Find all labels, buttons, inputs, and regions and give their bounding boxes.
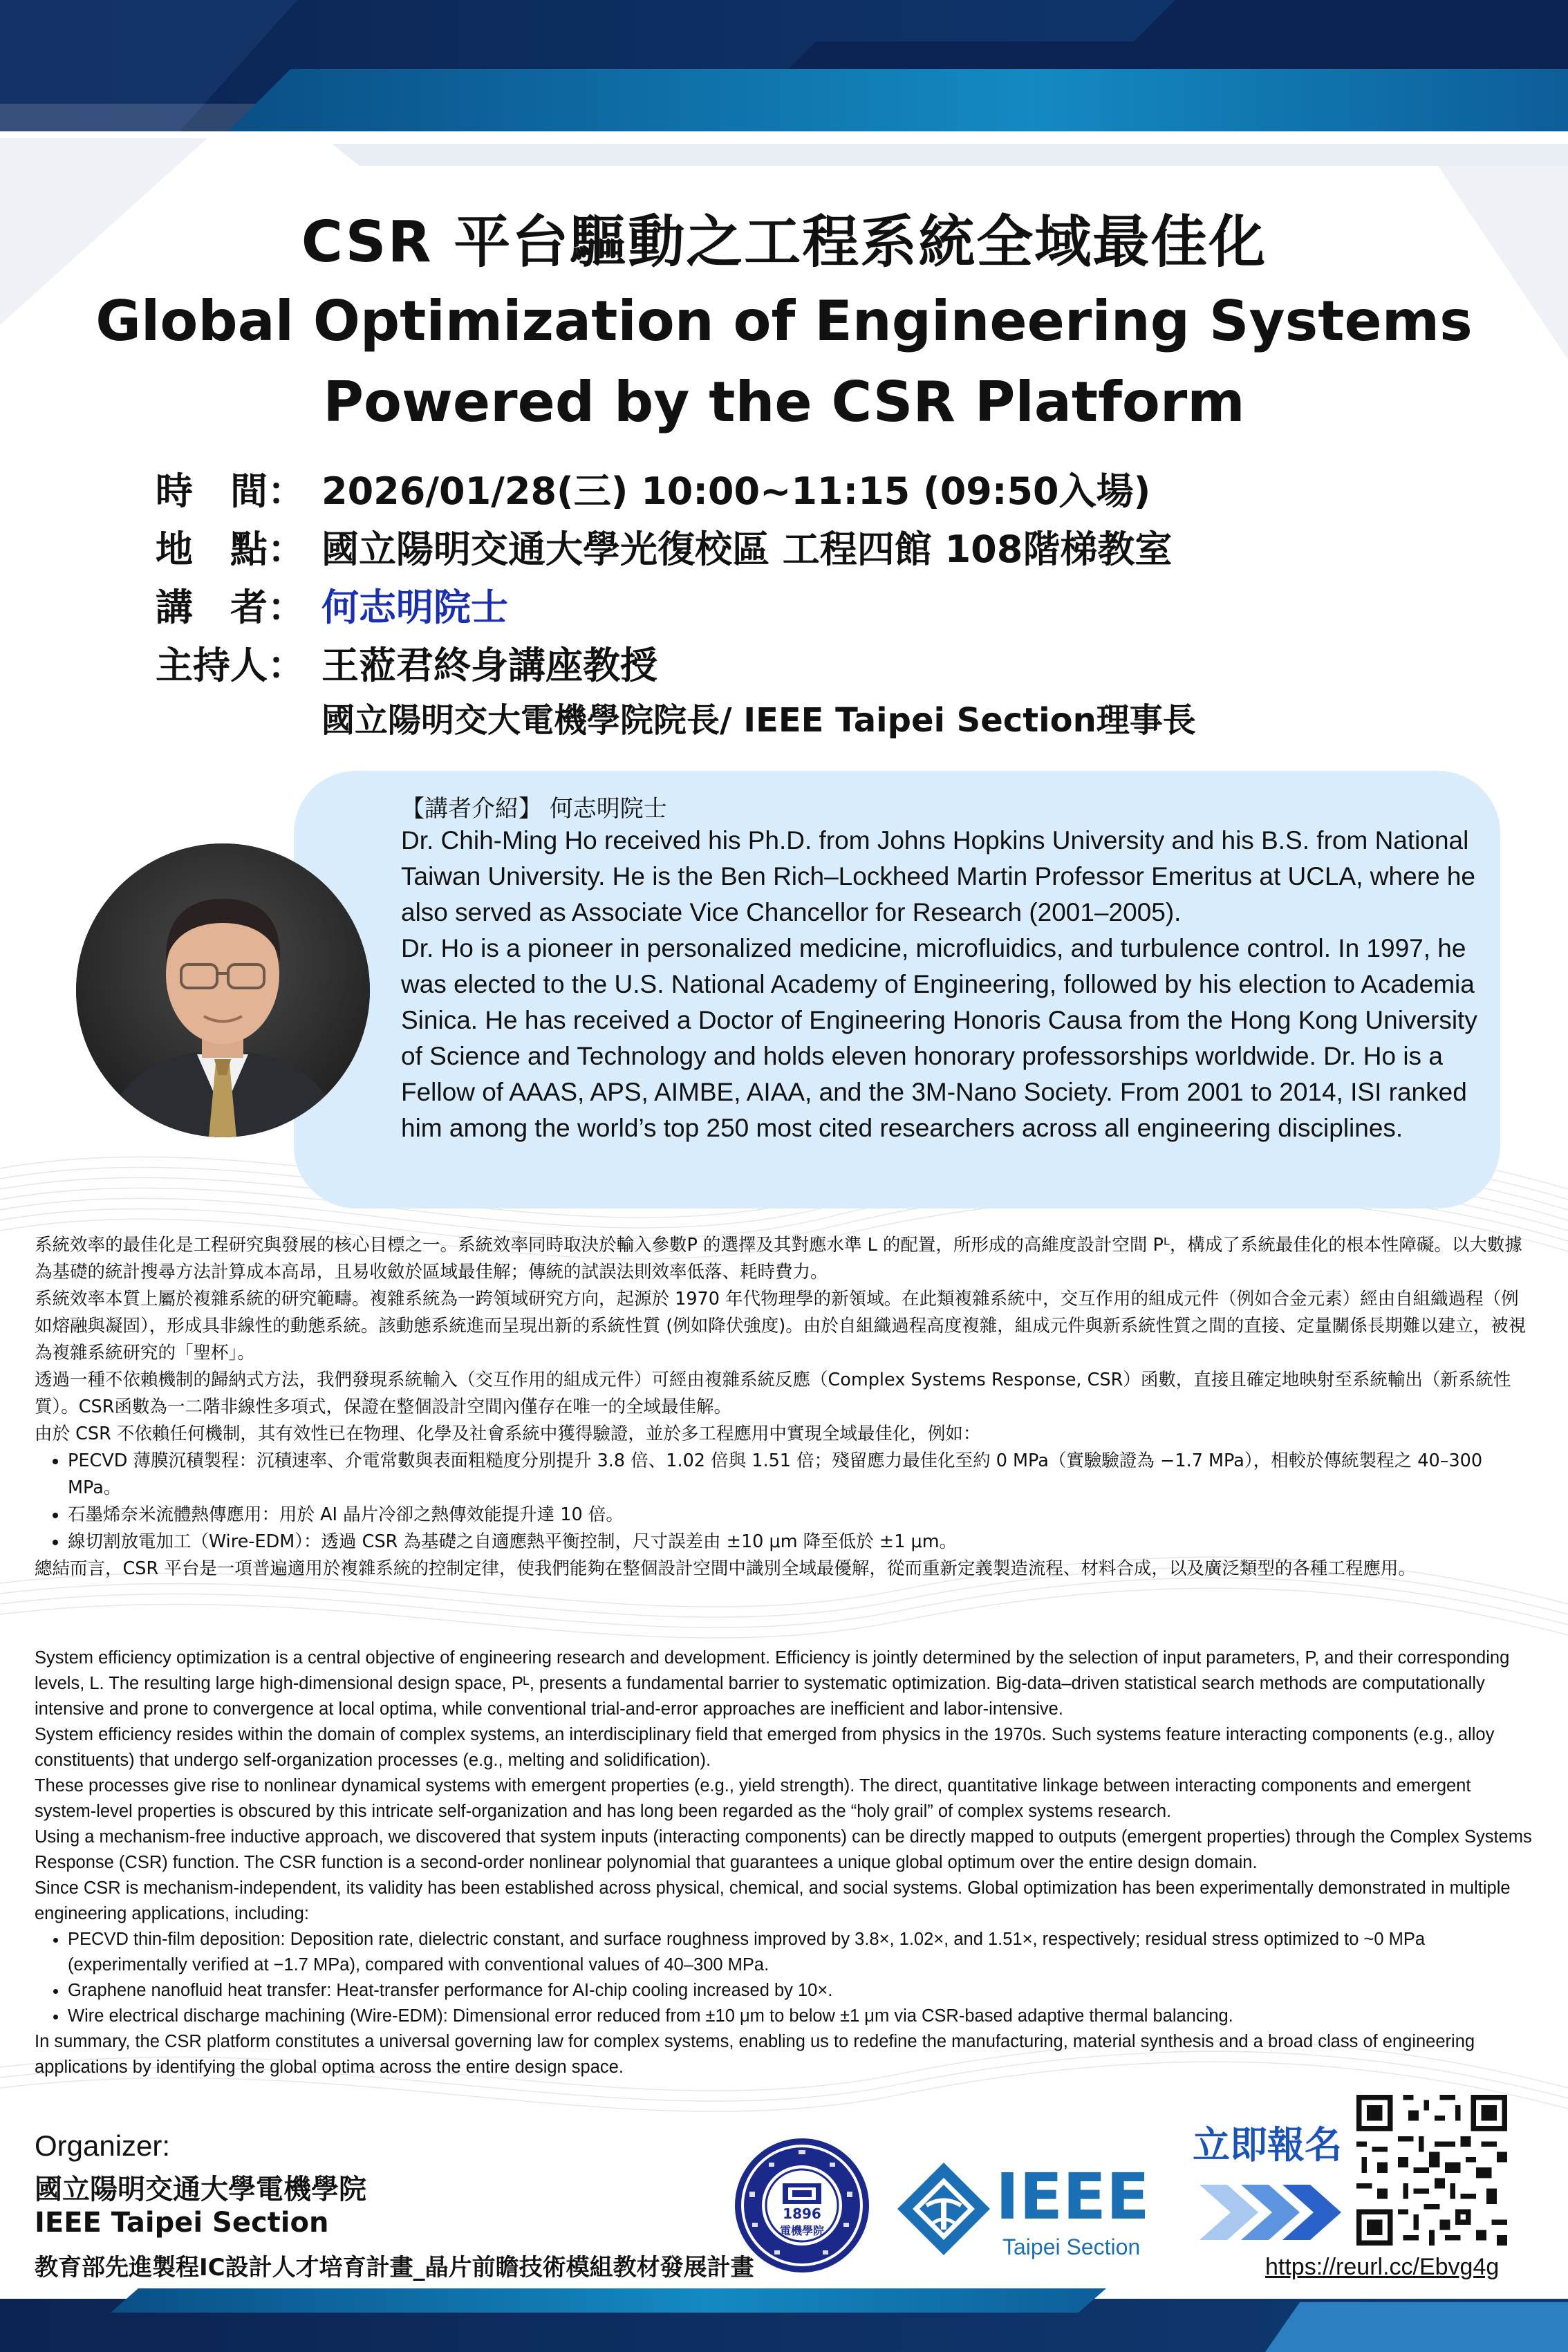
seal-year: 1896 [783, 2205, 821, 2222]
host-title: 國立陽明交大電機學院院長/ IEEE Taipei Section理事長 [321, 701, 1196, 740]
abstract-zh-paragraph: 系統效率本質上屬於複雜系統的研究範疇。複雜系統為一跨領域研究方向，起源於 1970 年代物理學的新領域。在此類複雜系統中，交互作用的組成元件（例如合金元素）經由自組織過程（例如熔融與凝固），形成具非線性的動態系統。該動態系統進而呈現出新的系統性質 (例如降伏強度)。由於自組織過程高度複雜，組成元件與新系統性質之間的直接、定量關係長期難以建立，被視為複雜系統研究的「聖杯」。 [35, 1289, 1527, 1363]
host-label: 主持人： [156, 644, 305, 687]
abstract-en-list [35, 1927, 1535, 2029]
time-label: 時 間： [156, 469, 305, 513]
seal-center-text: 電機學院 [779, 2224, 824, 2237]
abstract-en-paragraph: Using a mechanism-free inductive approach, we discovered that system inputs (interacting components) can be directly mapped to outputs (emergent properties) through the Complex Systems Response (CSR) function. The CSR function is a second-order nonlinear polynomial that guarantees a unique global optimum over the entire design domain. [35, 1827, 1532, 1872]
place-label: 地 點： [156, 528, 305, 571]
organizer-nycu: 國立陽明交通大學電機學院 [35, 2174, 366, 2205]
title-chinese: CSR 平台驅動之工程系統全域最佳化 [301, 209, 1267, 275]
speaker-label: 講 者： [156, 586, 305, 629]
bio-paragraph: Dr. Chih-Ming Ho received his Ph.D. from Johns Hopkins University and his B.S. from National Taiwan University. He is the Ben Rich–Lockheed Martin Professor Emeritus at UCLA, where he also served as Associate Vice Chancellor for Research (2001–2005). [401, 826, 1475, 926]
organizer-ieee: IEEE Taipei Section [35, 2207, 329, 2239]
qr-code-icon [1356, 2095, 1507, 2246]
list-item: • PECVD 薄膜沉積製程：沉積速率、介電常數與表面粗糙度分別提升 3.8 倍、1.02 倍與 1.51 倍；殘留應力最佳化至約 0 MPa（實驗驗證為 −1.7 MPa），相較於傳統製程之 40–300 MPa。 [68, 1448, 1535, 1502]
time-value: 2026/01/28(三) 10:00~11:15 (09:50入場) [321, 469, 1151, 513]
registration-qr-code[interactable] [1356, 2095, 1507, 2246]
abstract-en-paragraph: In summary, the CSR platform constitutes a universal governing law for complex systems, enabling us to redefine the manufacturing, material synthesis and a broad class of engineering applications by identifying the global optima across the entire design space. [35, 2032, 1475, 2077]
ieee-section-name: Taipei Section [1002, 2234, 1141, 2259]
abstract-en-paragraph: These processes give rise to nonlinear dynamical systems with emergent properties (e.g., yield strength). The direct, quantitative linkage between interacting components and emergent system-level properties is obscured by this intricate self-organization and has long been regarded as the “holy grail” of complex systems research. [35, 1776, 1471, 1821]
list-item: • Wire electrical discharge machining (Wire-EDM): Dimensional error reduced from ±10 μm to below ±1 μm via CSR-based adaptive thermal balancing. [68, 2004, 1535, 2029]
abstract-en-paragraph: Since CSR is mechanism-independent, its validity has been established across physical, chemical, and social systems. Global optimization has been experimentally demonstrated in multiple engineering applications, including: [35, 1878, 1511, 1923]
organizer-label: Organizer: [35, 2129, 171, 2162]
ieee-taipei-logo [892, 2157, 1168, 2261]
abstract-zh-paragraph: 由於 CSR 不依賴任何機制，其有效性已在物理、化學及社會系統中獲得驗證，並於多工程應用中實現全域最佳化，例如： [35, 1424, 981, 1444]
arrows-right-icon [1200, 2178, 1359, 2247]
abstract-en-paragraph: System efficiency optimization is a central objective of engineering research and development. Efficiency is jointly determined by the selection of input parameters, P, and their corresponding levels, L. The resulting large high-dimensional design space, Pᴸ, presents a fundamental barrier to systematic optimization. Big-data–driven statistical search methods are computationally intensive and prone to convergence at local optima, while conventional trial-and-error approaches are inefficient and labor-intensive. [35, 1648, 1510, 1719]
ieee-diamond-icon [892, 2157, 996, 2261]
abstract-zh-paragraph: 總結而言，CSR 平台是一項普遍適用於複雜系統的控制定律，使我們能夠在整個設計空間中識別全域最優解，從而重新定義製造流程、材料合成，以及廣泛類型的各種工程應用。 [35, 1558, 1416, 1579]
host-value: 王蒞君終身講座教授 [321, 644, 657, 687]
event-speaker [156, 578, 508, 631]
abstract-zh-paragraph: 系統效率的最佳化是工程研究與發展的核心目標之一。系統效率同時取決於輸入參數P 的選擇及其對應水準 L 的配置，所形成的高維度設計空間 Pᴸ，構成了系統最佳化的根本性障礙。以大數據為基礎的統計搜尋方法計算成本高昂，且易收斂於區域最佳解；傳統的試誤法則效率低落、耗時費力。 [35, 1235, 1522, 1282]
ieee-wordmark: IEEE [996, 2160, 1150, 2234]
list-item: • 石墨烯奈米流體熱傳應用：用於 AI 晶片冷卻之熱傳效能提升達 10 倍。 [68, 1502, 1535, 1529]
abstract-zh-list [35, 1448, 1535, 1556]
abstract-english [35, 1645, 1535, 2080]
event-place [156, 520, 1172, 573]
bio-text [401, 823, 1480, 1146]
list-item: • Graphene nanofluid heat transfer: Heat-transfer performance for AI-chip cooling increased by 10×. [68, 1978, 1535, 2004]
bio-paragraph: Dr. Ho is a pioneer in personalized medicine, microfluidics, and turbulence control. In 1997, he was elected to the U.S. National Academy of Engineering, followed by his election to Academia Sinica. He has received a Doctor of Engineering Honoris Causa from the Hong Kong University of Science and Technology and holds eleven honorary professorships worldwide. Dr. Ho is a Fellow of AAAS, APS, AIMBE, AIAA, and the 3M-Nano Society. From 2001 to 2014, ISI ranked him among the world’s top 250 most cited researchers across all engineering disciplines. [401, 934, 1477, 1142]
event-host [156, 636, 657, 689]
nycu-seal-logo [733, 2136, 871, 2275]
list-item: • 線切割放電加工（Wire-EDM）：透過 CSR 為基礎之自適應熱平衡控制，尺寸誤差由 ±10 μm 降至低於 ±1 μm。 [68, 1529, 1535, 1556]
abstract-zh-paragraph: 透過一種不依賴機制的歸納式方法，我們發現系統輸入（交互作用的組成元件）可經由複雜系統反應（Complex Systems Response, CSR）函數，直接且確定地映射至系統輸出（新系統性質）。CSR函數為一二階非線性多項式，保證在整個設計空間內僅存在唯一的全域最佳解。 [35, 1370, 1511, 1417]
register-now-label[interactable]: 立即報名 [1193, 2123, 1342, 2167]
speaker-name: 何志明院士 [321, 586, 508, 629]
title-english-line2: Powered by the CSR Platform [323, 370, 1245, 434]
event-time [156, 462, 1150, 515]
abstract-chinese [35, 1232, 1535, 1583]
organizer-moe-program: 教育部先進製程IC設計人才培育計畫_晶片前瞻技術模組教材發展計畫 [35, 2254, 754, 2281]
speaker-photo [76, 843, 370, 1137]
bio-heading: 【講者介紹】 何志明院士 [401, 795, 667, 823]
title-english-line1: Global Optimization of Engineering Systems [95, 289, 1473, 353]
registration-link[interactable]: https://reurl.cc/Ebvg4g [1265, 2254, 1500, 2280]
list-item: • PECVD thin-film deposition: Deposition rate, dielectric constant, and surface roughness improved by 3.8×, 1.02×, and 1.51×, respectively; residual stress optimized to ~0 MPa (experimentally verified at −1.7 MPa), compared with conventional values of 40–300 MPa. [68, 1927, 1535, 1978]
place-value: 國立陽明交通大學光復校區 工程四館 108階梯教室 [321, 528, 1173, 571]
abstract-en-paragraph: System efficiency resides within the domain of complex systems, an interdisciplinary field that emerged from physics in the 1970s. Such systems feature interacting components (e.g., alloy constituents) that undergo self-organization processes (e.g., melting and solidification). [35, 1725, 1495, 1770]
speaker-portrait-icon [76, 843, 370, 1137]
